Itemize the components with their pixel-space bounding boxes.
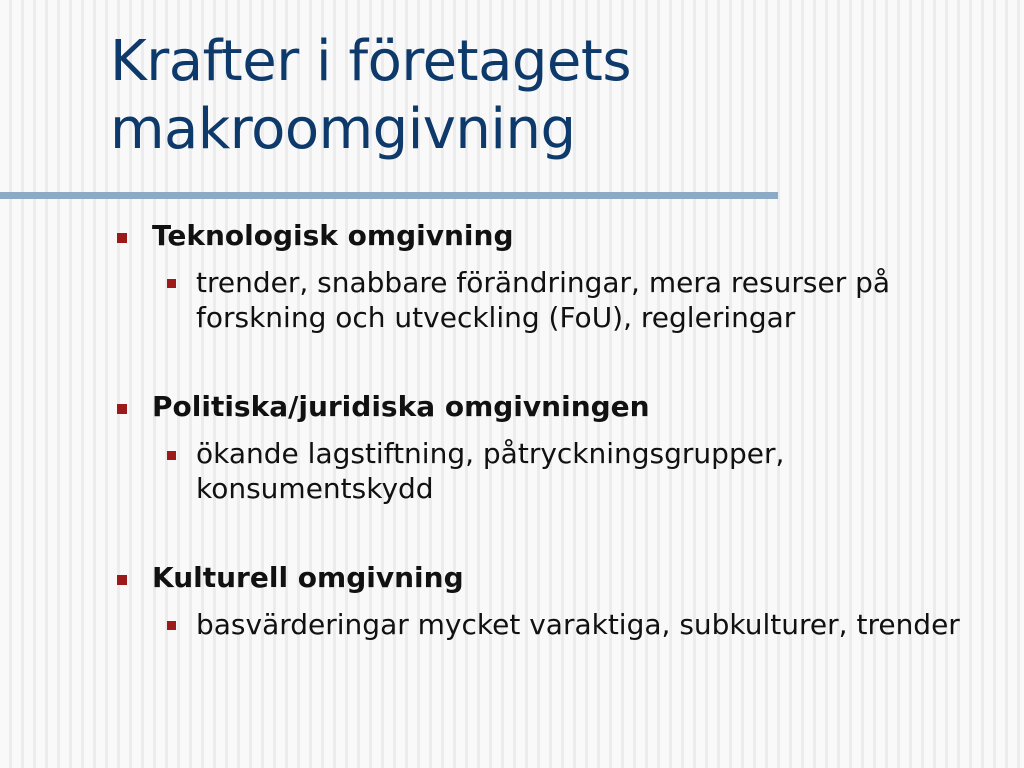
section-detail-technology: trender, snabbare förändringar, mera resurser på forskning och utveckling (FoU), regleringar (196, 266, 891, 334)
square-bullet-icon (167, 279, 176, 288)
square-bullet-icon (167, 451, 176, 460)
square-bullet-icon (117, 404, 127, 414)
section-heading-politics: Politiska/juridiska omgivningen (152, 390, 650, 423)
square-bullet-icon (167, 621, 176, 630)
square-bullet-icon (117, 575, 127, 585)
section-heading-technology: Teknologisk omgivning (152, 219, 514, 252)
slide-title: Krafter i företagets makroomgivning (110, 29, 632, 162)
section-detail-culture: basvärderingar mycket varaktiga, subkulturer, trender (196, 608, 960, 641)
square-bullet-icon (117, 233, 127, 243)
section-heading-culture: Kulturell omgivning (152, 561, 464, 594)
section-detail-politics: ökande lagstiftning, påtryckningsgrupper, konsumentskydd (196, 437, 785, 505)
